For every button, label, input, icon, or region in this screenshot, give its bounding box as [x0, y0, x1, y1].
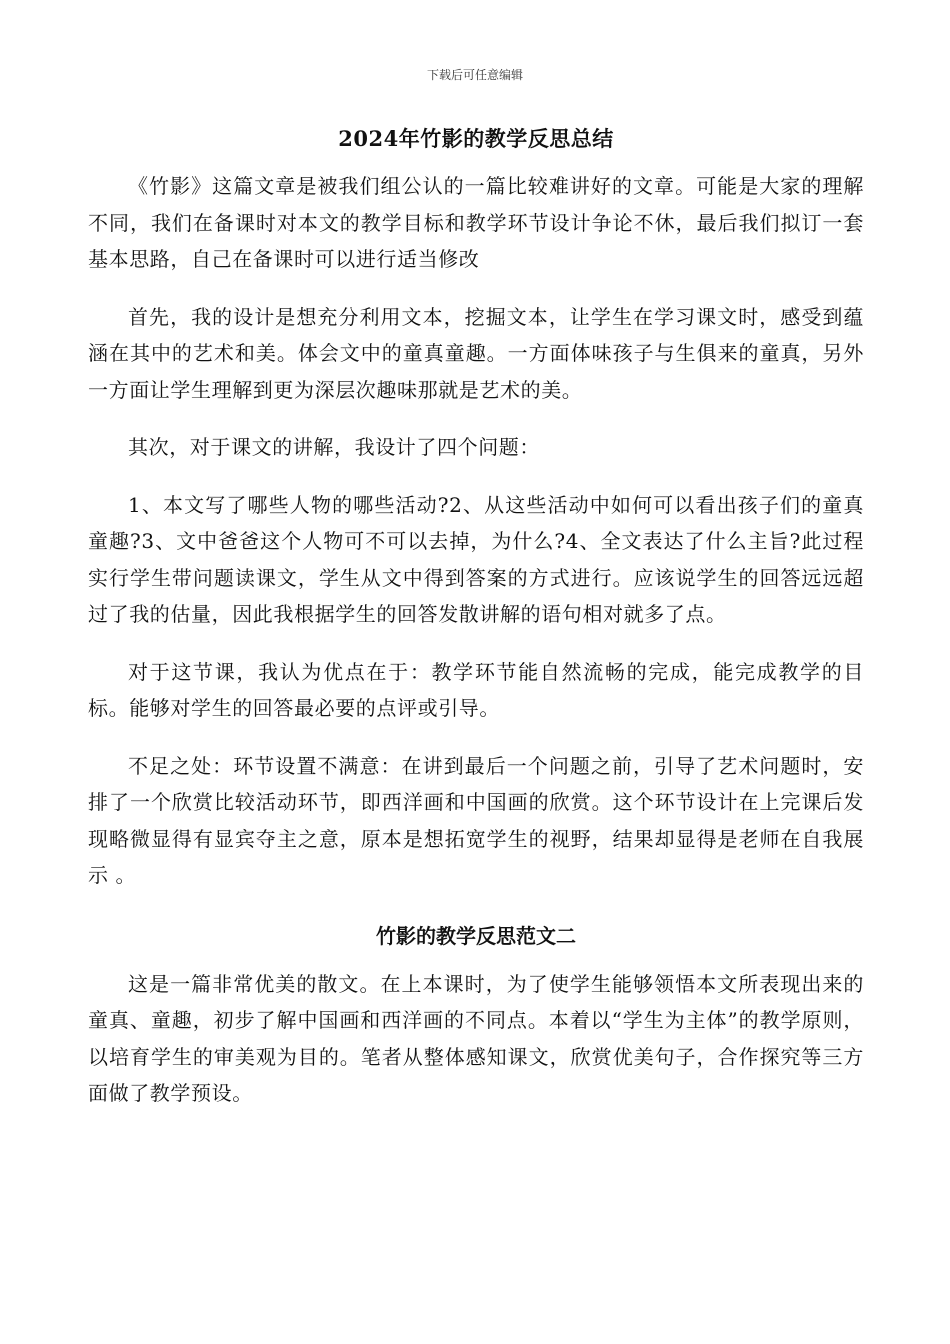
paragraph: 这是一篇非常优美的散文。在上本课时，为了使学生能够领悟本文所表现出来的童真、童趣，初步了解中国画和西洋画的不同点。本着以“学生为主体”的教学原则，以培育学生的审美观为目的。笔者从整体感知课文，欣赏优美句子，合作探究等三方面做了教学预设。	[88, 971, 864, 1105]
paragraph: 1、本文写了哪些人物的哪些活动?2、从这些活动中如何可以看出孩子们的童真童趣?3、文中爸爸这个人物可不可以去掉，为什么?4、全文表达了什么主旨?此过程实行学生带问题读课文，学生从文中得到答案的方式进行。应该说学生的回答远远超过了我的估量，因此我根据学生的回答发散讲解的语句相对就多了点。	[88, 492, 864, 626]
paragraph: 首先，我的设计是想充分利用文本，挖掘文本，让学生在学习课文时，感受到蕴涵在其中的艺术和美。体会文中的童真童趣。一方面体味孩子与生俱来的童真，另外一方面让学生理解到更为深层次趣味那就是艺术的美。	[88, 304, 864, 402]
paragraph: 不足之处：环节设置不满意：在讲到最后一个问题之前，引导了艺术问题时，安排了一个欣赏比较活动环节，即西洋画和中国画的欣赏。这个环节设计在上完课后发现略微显得有显宾夺主之意，原本是想拓宽学生的视野，结果却显得是老师在自我展示 。	[88, 753, 864, 887]
document-body	[88, 120, 864, 1133]
document-title: 2024年竹影的教学反思总结	[338, 126, 614, 151]
page-header-note: 下载后可任意编辑	[426, 68, 523, 82]
section-title: 竹影的教学反思范文二	[376, 923, 576, 948]
paragraph: 其次，对于课文的讲解，我设计了四个问题：	[128, 435, 540, 459]
paragraph: 对于这节课，我认为优点在于：教学环节能自然流畅的完成，能完成教学的目标。能够对学生的回答最必要的点评或引导。	[88, 659, 864, 720]
paragraph: 《竹影》这篇文章是被我们组公认的一篇比较难讲好的文章。可能是大家的理解不同，我们在备课时对本文的教学目标和教学环节设计争论不休，最后我们拟订一套基本思路，自己在备课时可以进行适当修改	[88, 174, 864, 271]
